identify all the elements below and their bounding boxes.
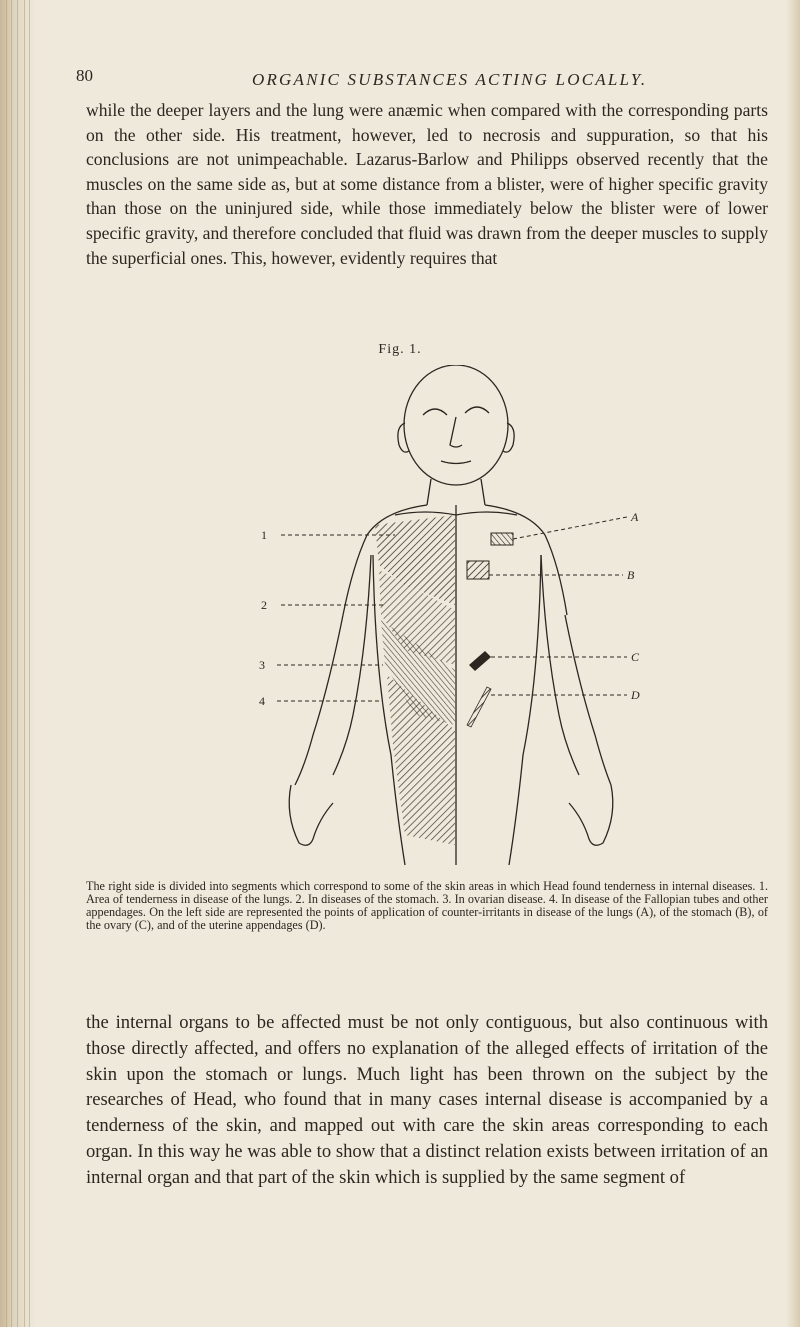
anatomical-figure — [255, 365, 675, 885]
point-c — [469, 651, 491, 671]
label-3: 3 — [259, 658, 265, 672]
label-a: A — [631, 510, 639, 524]
running-head: ORGANIC SUBSTANCES ACTING LOCALLY. — [252, 70, 648, 89]
page-right-edge — [786, 0, 800, 1327]
right-arm — [541, 555, 611, 785]
label-4: 4 — [259, 694, 265, 708]
left-hand — [289, 785, 333, 845]
point-b — [467, 561, 489, 579]
point-a — [491, 533, 513, 545]
label-d: D — [631, 688, 640, 702]
left-arm — [295, 555, 371, 785]
figure-legend: The right side is divided into segments which correspond to some of the skin areas in which Head found tenderness in internal diseases. 1. Area of tenderness in disease of the lungs. 2. In diseases of the stomach. 3. In ovarian disease. 4. In disease of the Fallopian tubes and other appendages. On the left side are represented the points of application of counter-irritants in disease of the lungs (A), of the stomach (B), of the ovary (C), and of the uterine appendages (D). — [86, 879, 768, 932]
paragraph-bottom: the internal organs to be affected must be not only contiguous, but also continuous with those directly affected, and offers no explanation of the alleged effects of irritation of the skin upon the stomach or lungs. Much light has been thrown on the subject by the researches of Head, who found that in many cases internal disease is accompanied by a tenderness of the skin, and mapped out with care the skin areas corresponding to each organ. In this way he was able to show that a distinct relation exists between irritation of an internal organ and that part of the skin which is supplied by the same segment of — [86, 1012, 768, 1188]
nose — [450, 417, 462, 447]
figure-title: Fig. 1. — [378, 342, 422, 357]
point-d — [467, 687, 491, 727]
label-2: 2 — [261, 598, 267, 612]
page-header — [0, 0, 800, 110]
page-binding-edge — [0, 0, 36, 1327]
label-c: C — [631, 650, 640, 664]
eyes — [423, 407, 489, 415]
paragraph-top: while the deeper layers and the lung were anæmic when compared with the corresponding parts on the other side. His treatment, however, led to necrosis and suppuration, so that his conclusions are not unimpeachable. Lazarus-Barlow and Philipps observed recently that the muscles on the same side as, but at some distance from a blister, were of higher specific gravity than those on the uninjured side, while those immediately below the blister were of lower specific gravity, and therefore concluded that fluid was drawn from the deeper muscles to supply the superficial ones. This, however, evidently requires that — [86, 100, 768, 268]
torso-diagram — [255, 365, 675, 885]
page-number: 80 — [76, 66, 93, 85]
label-1: 1 — [261, 528, 267, 542]
right-hand — [569, 785, 613, 845]
neck — [427, 479, 485, 505]
head-outline — [404, 365, 508, 485]
mouth — [441, 461, 471, 464]
torso-right — [509, 555, 541, 865]
label-b: B — [627, 568, 635, 582]
